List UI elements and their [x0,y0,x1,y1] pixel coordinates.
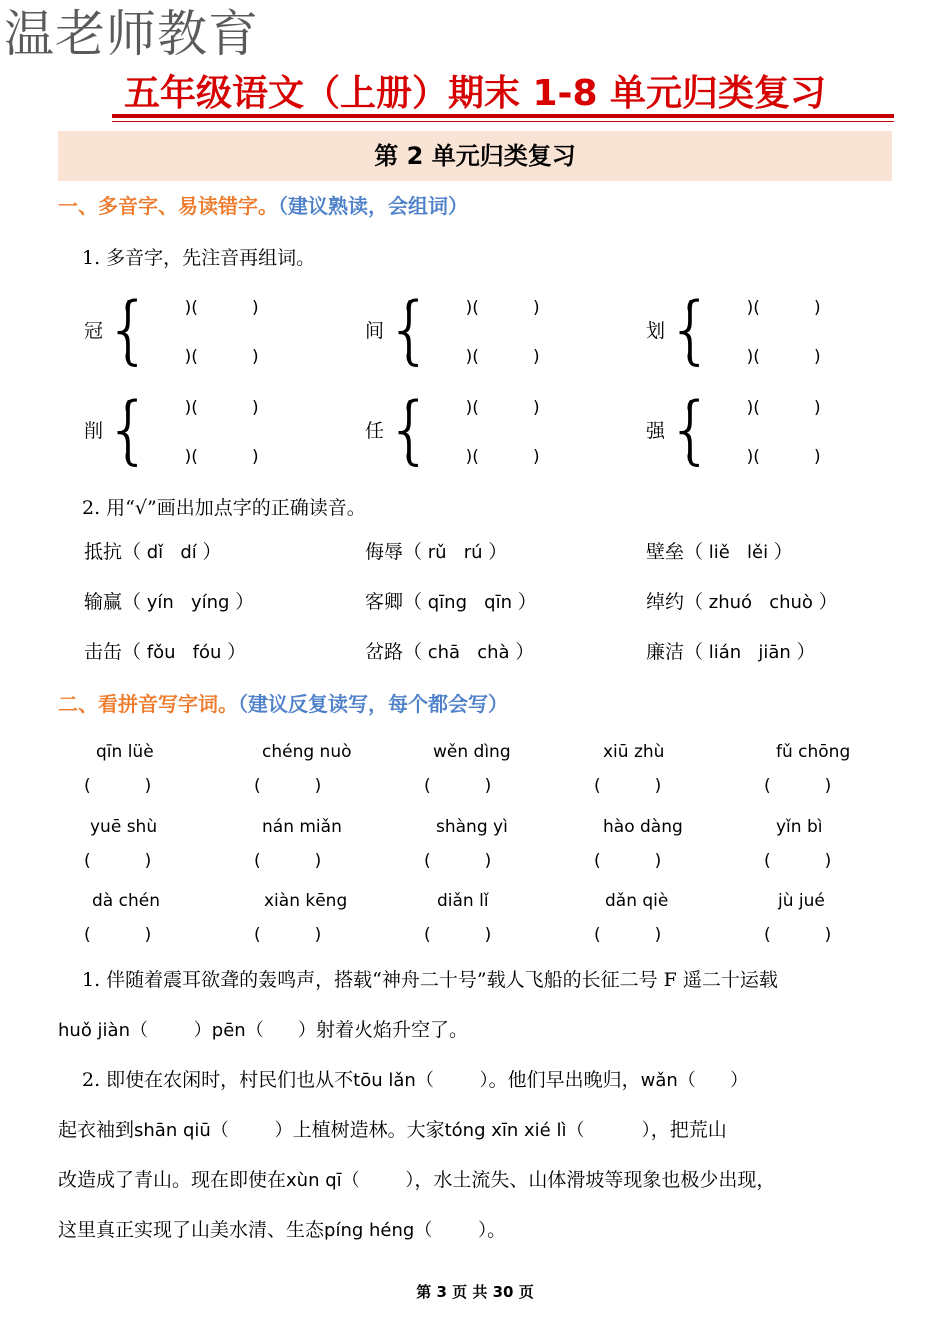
text: ，把荒山 [650,1119,727,1141]
pinyin-prompt: jù jué [778,891,825,911]
watermark: 温老师教育 [4,5,259,63]
brace-icon: { [667,287,715,373]
answer-box[interactable]: ( ) [764,925,832,945]
answer-blank[interactable]: （ ） [415,1070,489,1091]
answer-box[interactable]: ( ) [594,925,662,945]
polyphone-block [84,387,324,473]
polyphone-char: 划 [646,320,666,342]
paren-close: ） [796,641,816,663]
pinyin-options[interactable]: lián jiān [703,642,797,663]
answer-blank[interactable]: （ ） [341,1170,415,1191]
answer-blank[interactable]: ( )( ) [405,298,540,318]
pinyin-prompt: dǎn qiè [605,891,669,911]
pinyin-prompt: tōu lǎn [353,1070,416,1091]
answer-blank[interactable]: （ ） [245,1020,317,1041]
polyphone-char: 任 [365,420,385,442]
brace-icon: { [105,387,153,473]
answer-box[interactable]: ( ) [764,776,832,796]
question-2: 2. 用“√”画出加点字的正确读音。 [82,497,366,519]
polyphone-char: 强 [646,420,666,442]
pronunciation-item [365,588,537,617]
answer-blank[interactable]: ( )( ) [124,447,259,467]
answer-blank[interactable]: ( )( ) [405,398,540,418]
paragraph-line: 1. 伴随着震耳欲聋的轰鸣声，搭载“神舟二十号”载人飞船的长征二号 F 遥二十运载 [82,969,778,991]
pinyin-prompt: wǎn [640,1070,678,1091]
answer-blank[interactable]: （ ） [566,1120,651,1141]
pinyin-prompt: xiū zhù [603,742,665,762]
pronunciation-item [84,538,222,567]
paren-close: ） [517,591,537,613]
answer-box[interactable]: ( ) [84,776,152,796]
answer-blank[interactable]: ( )( ) [405,447,540,467]
polyphone-char: 削 [84,420,104,442]
pinyin-prompt: diǎn lǐ [437,891,489,911]
pronunciation-item [84,638,246,667]
paren-open: （ [122,541,142,563]
polyphone-block [84,287,324,373]
brace-icon: { [386,387,434,473]
word: 绰约 [646,591,685,613]
question-1: 1. 多音字，先注音再组词。 [82,247,316,269]
paren-close: ） [773,541,793,563]
section-heading-text: 二、看拼音写字词。 [58,692,238,716]
text: 改造成了青山。现在即使在 [58,1169,287,1191]
polyphone-block [365,387,605,473]
pinyin-options[interactable]: fǒu fóu [141,642,228,663]
text: ，水土流失、山体滑坡等现象也极少出现， [414,1169,776,1191]
answer-box[interactable]: ( ) [424,776,492,796]
pronunciation-item [365,538,507,567]
answer-blank[interactable]: ( )( ) [686,398,821,418]
answer-blank[interactable]: ( )( ) [686,447,821,467]
answer-blank[interactable]: （ ） [210,1120,293,1141]
pinyin-prompt: fǔ chōng [776,742,851,762]
paren-open: （ [684,541,704,563]
polyphone-block [646,287,886,373]
pinyin-options[interactable]: rǔ rú [422,542,489,563]
pinyin-options[interactable]: liě lěi [703,542,774,563]
paren-close: ） [515,641,535,663]
pronunciation-item [646,638,816,667]
pronunciation-item [365,638,534,667]
answer-blank[interactable]: ( )( ) [686,298,821,318]
text: 这里真正实现了山美水清、生态 [58,1219,325,1241]
pinyin-prompt: huǒ jiàn [58,1020,130,1041]
answer-box[interactable]: ( ) [764,851,832,871]
pinyin-options[interactable]: qīng qīn [422,592,518,613]
text: 。 [487,1219,507,1241]
title-rule-thin [112,121,894,122]
paren-open: （ [122,641,142,663]
paren-open: （ [122,591,142,613]
brace-icon: { [667,387,715,473]
answer-box[interactable]: ( ) [594,851,662,871]
answer-blank[interactable]: ( )( ) [124,298,259,318]
pinyin-options[interactable]: yín yíng [141,592,236,613]
text: 。他们早出晚归， [488,1069,641,1091]
answer-box[interactable]: ( ) [594,776,662,796]
answer-blank[interactable]: （ ） [414,1220,488,1241]
polyphone-char: 间 [365,320,385,342]
word: 壁垒 [646,541,685,563]
pinyin-prompt: píng héng [324,1220,415,1241]
unit-title: 第 2 单元归类复习 [58,131,892,181]
pronunciation-item [646,538,793,567]
word: 击缶 [84,641,123,663]
answer-blank[interactable]: （ ） [130,1020,212,1041]
page-number: 第 3 页 共 30 页 [416,1283,534,1301]
pinyin-prompt: wěn dìng [433,742,511,762]
answer-box[interactable]: ( ) [254,776,322,796]
paren-open: （ [684,641,704,663]
paren-close: ） [227,641,247,663]
polyphone-char: 冠 [84,320,104,342]
answer-blank[interactable]: ( )( ) [124,347,259,367]
pinyin-options[interactable]: zhuó chuò [703,592,819,613]
paren-open: （ [403,541,423,563]
section-heading-2 [58,690,508,718]
pinyin-prompt: nán miǎn [262,817,342,837]
pinyin-prompt: qīn lüè [96,742,154,762]
answer-box[interactable]: ( ) [84,925,152,945]
word: 侮辱 [365,541,404,563]
pinyin-prompt: shān qiū [134,1120,211,1141]
brace-icon: { [386,287,434,373]
pronunciation-item [646,588,838,617]
answer-blank[interactable]: ( )( ) [124,398,259,418]
section-hint: （建议反复读写，每个都会写） [238,692,508,716]
text: 2. 即使在农闲时，村民们也从不 [82,1069,354,1091]
pronunciation-item [84,588,254,617]
word: 岔路 [365,641,404,663]
text: 射着火焰升空了。 [316,1019,469,1041]
paren-close: ） [488,541,508,563]
answer-box[interactable]: ( ) [254,925,322,945]
pinyin-prompt: dà chén [92,891,160,911]
pinyin-options[interactable]: dǐ dí [141,542,203,563]
paragraph-line [82,1065,748,1096]
paragraph-line [58,1215,506,1246]
paren-close: ） [235,591,255,613]
section-hint: （建议熟读，会组词） [278,194,468,218]
section-heading-1 [58,192,468,220]
word: 客卿 [365,591,404,613]
paren-close: ） [818,591,838,613]
polyphone-block [646,387,886,473]
paren-open: （ [403,591,423,613]
paren-open: （ [684,591,704,613]
word: 廉洁 [646,641,685,663]
answer-blank[interactable]: ( )( ) [686,347,821,367]
answer-box[interactable]: ( ) [424,851,492,871]
pinyin-prompt: chéng nuò [262,742,352,762]
paren-close: ） [202,541,222,563]
pinyin-prompt: xiàn kēng [264,891,348,911]
pinyin-options[interactable]: chā chà [422,642,516,663]
word: 抵抗 [84,541,123,563]
paragraph-line [58,1165,775,1196]
title-rule [112,114,894,118]
answer-blank[interactable]: （ ） [677,1070,749,1091]
text: 起衣袖到 [58,1119,135,1141]
pinyin-prompt: shàng yì [436,817,508,837]
pinyin-prompt: yǐn bì [776,817,823,837]
polyphone-block [365,287,605,373]
answer-box[interactable]: ( ) [254,851,322,871]
answer-box[interactable]: ( ) [424,925,492,945]
pinyin-prompt: pēn [211,1020,246,1041]
pinyin-prompt: yuē shù [90,817,158,837]
pinyin-prompt: xùn qī [286,1170,342,1191]
answer-blank[interactable]: ( )( ) [405,347,540,367]
section-heading-text: 一、多音字、易读错字。 [58,194,278,218]
pinyin-prompt: hào dàng [603,817,683,837]
brace-icon: { [105,287,153,373]
word: 输赢 [84,591,123,613]
text: 上植树造林。大家 [292,1119,445,1141]
paragraph-line [58,1115,727,1146]
page-title: 五年级语文（上册）期末 1-8 单元归类复习 [123,73,827,114]
answer-box[interactable]: ( ) [84,851,152,871]
paren-open: （ [403,641,423,663]
pinyin-prompt: tóng xīn xié lì [444,1120,567,1141]
paragraph-line [58,1015,468,1046]
